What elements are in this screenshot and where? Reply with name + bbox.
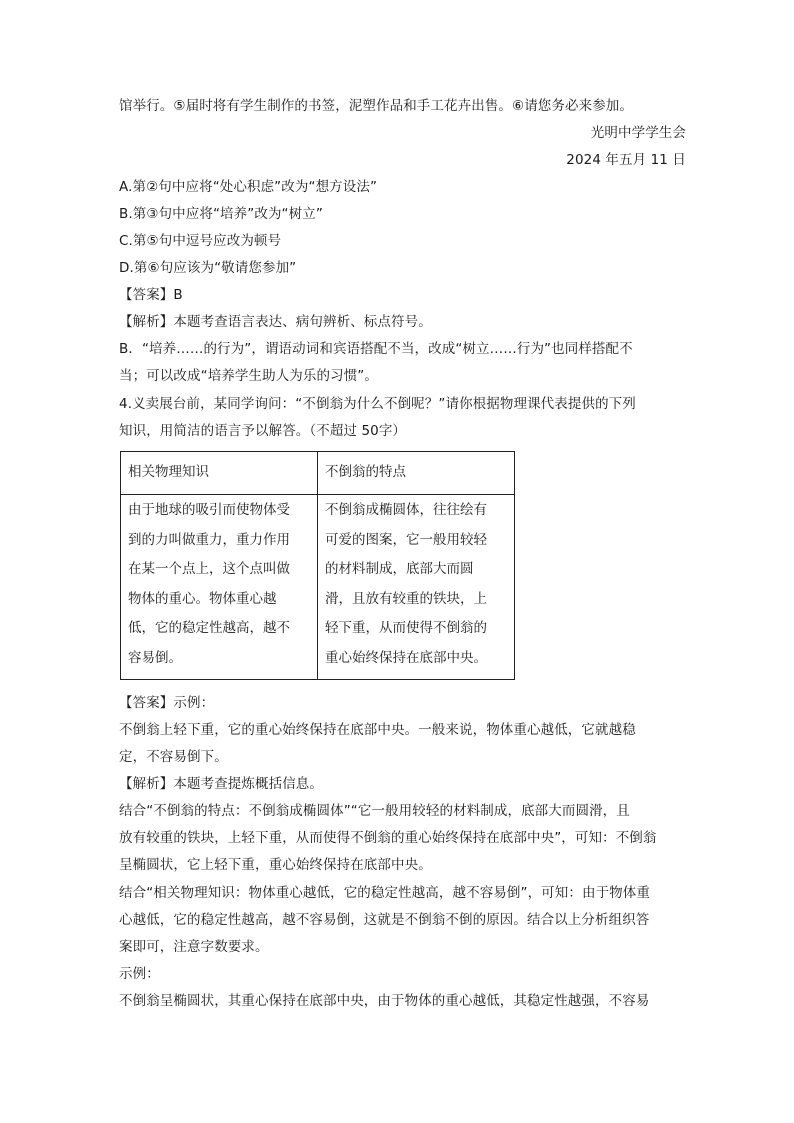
q4-analysis-line: 结合“相关物理知识：物体重心越低，它的稳定性越高，越不容易倒”，可知：由于物体重 xyxy=(119,885,650,901)
q4-answer-line: 不倒翁上轻下重，它的重心始终保持在底部中央。一般来说，物体重心越低，它就越稳 xyxy=(119,722,636,738)
q4-answer-line: 定，不容易倒下。 xyxy=(119,749,228,765)
q4-answer-label: 【答案】示例： xyxy=(119,695,215,711)
table-row xyxy=(121,495,515,680)
cell-text-line: 到的力叫做重力，重力作用 xyxy=(128,531,290,548)
cell-text-line: 在某一个点上，这个点叫做 xyxy=(128,561,290,578)
signature-date: 2024 年五月 11 日 xyxy=(566,152,686,168)
q4-question-line: 知识，用简洁的语言予以解答。（不超过 50字） xyxy=(119,423,407,439)
q4-analysis-label: 【解析】本题考查提炼概括信息。 xyxy=(119,776,323,792)
signature-org: 光明中学学生会 xyxy=(590,125,686,141)
q4-example-line: 不倒翁呈椭圆状，其重心保持在底部中央，由于物体的重心越低，其稳定性越强，不容易 xyxy=(119,993,650,1009)
physics-knowledge-table xyxy=(120,451,515,680)
q4-analysis-line: 呈椭圆状，它上轻下重，重心始终保持在底部中央。 xyxy=(119,857,432,873)
table-header-row xyxy=(121,452,515,495)
cell-text-line: 由于地球的吸引而使物体受 xyxy=(128,502,290,518)
cell-text-line: 不倒翁成椭圆体，往往绘有 xyxy=(325,502,487,518)
option-b: B.第③句中应将“培养”改为“树立” xyxy=(119,206,323,222)
q3-explanation-line: B．“培养……的行为”，谓语动词和宾语搭配不当，改成“树立……行为”也同样搭配不 xyxy=(119,341,633,357)
q4-question-line: 4.义卖展台前，某同学询问：“不倒翁为什么不倒呢？”请你根据物理课代表提供的下列 xyxy=(119,396,636,412)
q4-example-label: 示例： xyxy=(119,966,160,982)
cell-text-line: 重心始终保持在底部中央。 xyxy=(325,649,487,666)
table-header-knowledge: 相关物理知识 xyxy=(121,452,318,495)
q4-analysis-line: 结合“不倒翁的特点：不倒翁成椭圆体”“它一般用较轻的材料制成，底部大而圆滑，且 xyxy=(119,803,630,819)
table-cell-knowledge xyxy=(121,495,318,680)
q3-explanation-line: 当；可以改成“培养学生助人为乐的习惯”。 xyxy=(119,368,378,384)
q4-analysis-line: 案即可，注意字数要求。 xyxy=(119,939,269,955)
cell-text-line: 滑，且放有较重的铁块，上 xyxy=(325,590,487,607)
q4-analysis-line: 放有较重的铁块，上轻下重，从而使得不倒翁的重心始终保持在底部中央”，可知：不倒翁 xyxy=(119,830,657,846)
cell-text-line: 可爱的图案，它一般用较轻 xyxy=(325,531,487,548)
q3-analysis-label: 【解析】本题考查语言表达、病句辨析、标点符号。 xyxy=(119,314,432,330)
table-header-features: 不倒翁的特点 xyxy=(318,452,515,495)
q4-analysis-line: 心越低，它的稳定性越高，越不容易倒，这就是不倒翁不倒的原因。结合以上分析组织答 xyxy=(119,912,650,928)
cell-text-line: 容易倒。 xyxy=(128,649,182,666)
cell-text-line: 物体的重心。物体重心越 xyxy=(128,590,277,607)
cell-text-line: 的材料制成，底部大而圆 xyxy=(325,561,474,578)
option-d: D.第⑥句应该为“敬请您参加” xyxy=(119,260,297,276)
option-a: A.第②句中应将“处心积虑”改为“想方设法” xyxy=(119,179,378,195)
notice-closing-line: 馆举行。⑤届时将有学生制作的书签，泥塑作品和手工花卉出售。⑥请您务必来参加。 xyxy=(119,98,634,114)
q3-answer: 【答案】B xyxy=(119,287,183,303)
cell-text-line: 轻下重，从而使得不倒翁的 xyxy=(325,620,487,637)
table-cell-features xyxy=(318,495,515,680)
cell-text-line: 低，它的稳定性越高，越不 xyxy=(128,620,290,637)
option-c: C.第⑤句中逗号应改为顿号 xyxy=(119,233,282,249)
